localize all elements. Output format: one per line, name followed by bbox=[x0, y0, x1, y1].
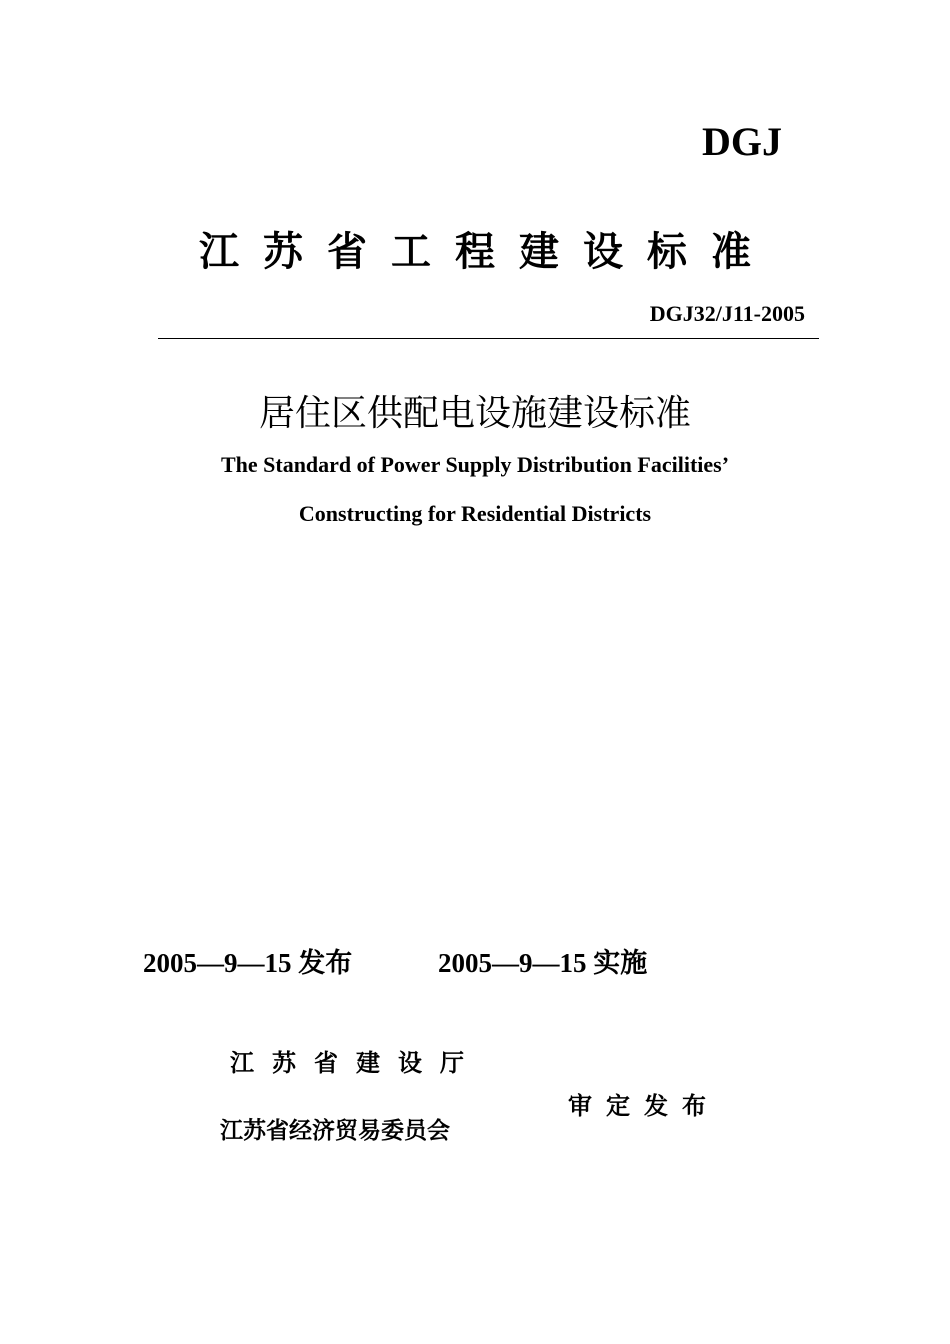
implementation-date: 2005—9—15 实施 bbox=[438, 948, 648, 978]
english-title-line-2: Constructing for Residential Districts bbox=[298, 501, 652, 526]
series-title: 江苏省工程建设标准 bbox=[199, 229, 775, 275]
issuing-department-1: 江苏省建设厅 bbox=[230, 1049, 482, 1077]
approval-statement: 审定发布 bbox=[568, 1092, 720, 1120]
dgj-mark: DGJ bbox=[702, 119, 782, 164]
chinese-title: 居住区供配电设施建设标准 bbox=[258, 393, 691, 434]
issuing-department-2: 江苏省经济贸易委员会 bbox=[220, 1118, 450, 1144]
issue-date: 2005—9—15 发布 bbox=[143, 948, 353, 978]
standard-number: DGJ32/J11-2005 bbox=[649, 301, 805, 326]
header-divider bbox=[158, 338, 819, 339]
english-title-line-1: The Standard of Power Supply Distribution Facilities’ bbox=[220, 452, 730, 477]
